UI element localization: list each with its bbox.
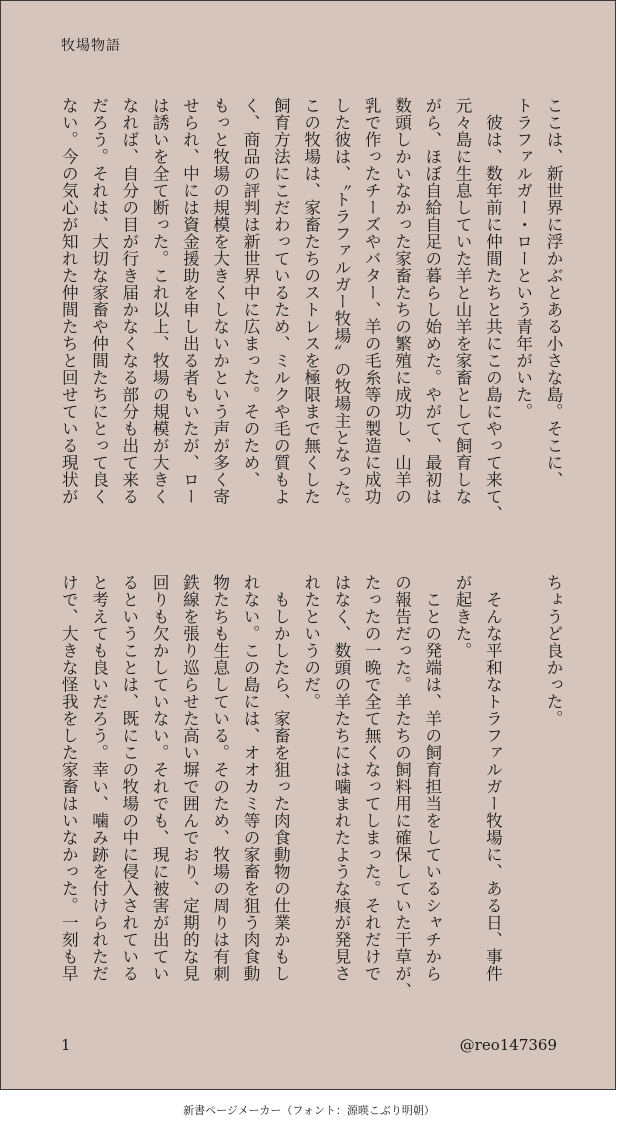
text-line: が起きた。 <box>453 574 473 659</box>
text-line: けで、大きな怪我をした家畜はいなかった。一刻も早 <box>59 574 79 982</box>
text-line: もっと牧場の規模を大きくしないかという声が多く寄 <box>210 97 230 505</box>
author-handle: @reo147369 <box>459 1036 557 1054</box>
text-line: れたというのだ。 <box>301 574 321 710</box>
text-line: ちょうど良かった。 <box>544 574 563 727</box>
text-line: れない。この島には、オオカミ等の家畜を狙う肉食動 <box>241 574 261 982</box>
generator-credit: 新書ページメーカー（フォント：源暎こぶり明朝） <box>183 1104 435 1117</box>
text-line: く、商品の評判は新世界中に広まった。そのため、 <box>241 97 261 488</box>
text-line: だろう。それは、大切な家畜や仲間たちにとって良く <box>89 97 109 505</box>
text-line: 物たちも生息している。そのため、牧場の周りは有刺 <box>210 574 230 982</box>
text-line: ない。今の気心が知れた仲間たちと回せている現状が <box>59 97 79 505</box>
text-line: そんな平和なトラファルガー牧場に、ある日、事件 <box>483 574 503 982</box>
text-line: もしかしたら、家畜を狙った肉食動物の仕業かもし <box>271 574 291 982</box>
text-line: せられ、中には資金援助を申し出る者もいたが、ロー <box>180 97 200 505</box>
text-line: この牧場は、家畜たちのストレスを極限まで無くした <box>301 97 321 505</box>
text-line: がら、ほぼ自給自足の暮らし始めた。やがて、最初は <box>422 97 442 505</box>
text-line: はなく、数頭の羊たちには噛まれたような痕が発見さ <box>331 574 351 982</box>
text-line: 彼は、数年前に仲間たちと共にこの島にやって来て、 <box>483 97 503 522</box>
running-title: 牧場物語 <box>61 38 121 54</box>
text-line: 回りも欠かしていない。それでも、現に被害が出てい <box>150 574 170 982</box>
body-text-lower-tier <box>53 574 568 1014</box>
text-line: たったの一晩で全て無くなってしまった。それだけで <box>362 574 382 982</box>
text-line: ここは、新世界に浮かぶとある小さな島。そこに、 <box>544 97 563 488</box>
text-line: るということは、既にこの牧場の中に侵入されている <box>119 574 139 982</box>
text-line: 飼育方法にこだわっているため、ミルクや毛の質もよ <box>271 97 291 505</box>
page-number: 1 <box>61 1036 71 1054</box>
body-text-upper-tier <box>53 97 568 537</box>
text-line: 鉄線を張り巡らせた高い塀で囲んでおり、定期的な見 <box>180 574 200 982</box>
text-line: の報告だった。羊たちの飼料用に確保していた干草が、 <box>392 574 412 999</box>
text-line: ことの発端は、羊の飼育担当をしているシャチから <box>422 574 442 982</box>
text-line: と考えても良いだろう。幸い、噛み跡を付けられただ <box>89 574 109 982</box>
text-line: 乳で作ったチーズやバター、羊の毛糸等の製造に成功 <box>362 97 382 505</box>
text-line: 数頭しかいなかった家畜たちの繁殖に成功し、山羊の <box>392 97 412 505</box>
text-line: なれば、自分の目が行き届かなくなる部分も出て来る <box>119 97 139 505</box>
text-line: した彼は、〝トラファルガー牧場〟の牧場主となった。 <box>331 97 351 514</box>
text-line: 元々島に生息していた羊と山羊を家畜として飼育しな <box>453 97 473 505</box>
text-line: は誘いを全て断った。これ以上、牧場の規模が大きく <box>150 97 170 505</box>
blank-line <box>507 574 537 1014</box>
text-line: トラファルガー・ローという青年がいた。 <box>513 97 533 420</box>
